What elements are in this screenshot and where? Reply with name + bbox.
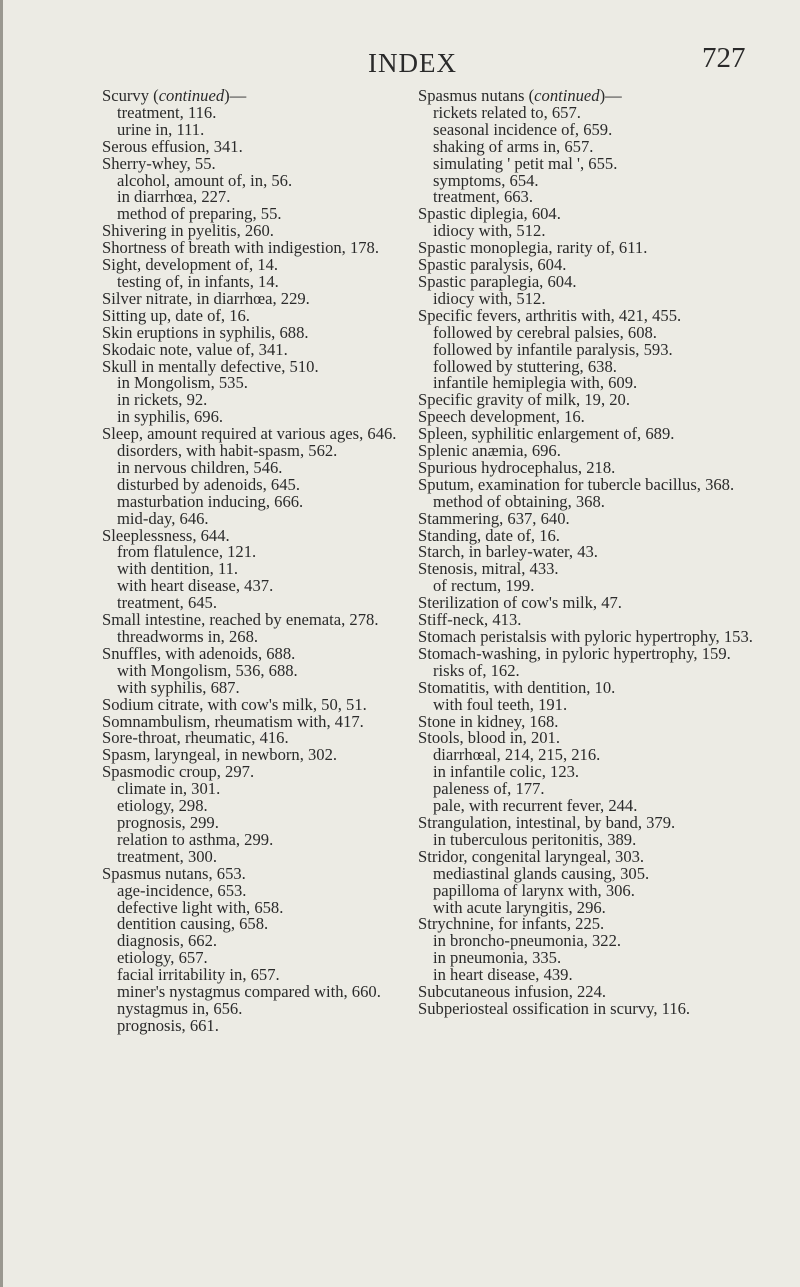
- index-entry: Stools, blood in, 201.: [418, 728, 560, 748]
- index-entry: Subperiosteal ossification in scurvy, 116.: [418, 998, 691, 1018]
- index-subentry: papilloma of larynx with, 306.: [433, 880, 635, 900]
- index-entry: Stone in kidney, 168.: [418, 711, 559, 731]
- index-subentry: etiology, 298.: [117, 796, 208, 816]
- index-subentry: in heart disease, 439.: [433, 965, 573, 985]
- index-subentry: treatment, 645.: [117, 593, 217, 613]
- index-subentry: in rickets, 92.: [117, 390, 208, 410]
- index-subentry: urine in, 111.: [117, 119, 205, 139]
- index-entry: Spasmodic croup, 297.: [102, 762, 255, 782]
- index-subentry: facial irritability in, 657.: [117, 965, 280, 985]
- index-subentry: pale, with recurrent fever, 244.: [433, 796, 638, 816]
- index-subentry: seasonal incidence of, 659.: [433, 119, 613, 139]
- index-subentry: method of obtaining, 368.: [433, 491, 605, 511]
- index-subentry: in Mongolism, 535.: [117, 373, 248, 393]
- index-entry: Sherry-whey, 55.: [102, 153, 216, 173]
- index-subentry: relation to asthma, 299.: [117, 829, 274, 849]
- index-subentry: simulating ' petit mal ', 655.: [433, 153, 618, 173]
- index-entry: Strychnine, for infants, 225.: [418, 914, 605, 934]
- index-subentry: age-incidence, 653.: [117, 880, 247, 900]
- page-number: 727: [702, 42, 746, 74]
- index-entry: Standing, date of, 16.: [418, 525, 560, 545]
- index-subentry: of rectum, 199.: [433, 576, 535, 596]
- running-title: INDEX: [368, 48, 457, 78]
- index-subentry: mediastinal glands causing, 305.: [433, 863, 650, 883]
- index-subentry: in infantile colic, 123.: [433, 762, 580, 782]
- index-entry: Spurious hydrocephalus, 218.: [418, 457, 616, 477]
- index-entry: Sight, development of, 14.: [102, 255, 279, 275]
- index-subentry: diarrhœal, 214, 215, 216.: [433, 745, 601, 765]
- index-column-right: [418, 88, 753, 1018]
- index-subentry: method of preparing, 55.: [117, 204, 282, 224]
- index-subentry: masturbation inducing, 666.: [117, 491, 304, 511]
- index-subentry: infantile hemiplegia with, 609.: [433, 373, 638, 393]
- index-subentry: in syphilis, 696.: [117, 407, 224, 427]
- index-subentry: treatment, 116.: [117, 102, 217, 122]
- index-subentry: shaking of arms in, 657.: [433, 136, 594, 156]
- index-subentry: with Mongolism, 536, 688.: [117, 660, 298, 680]
- index-entry: Stenosis, mitral, 433.: [418, 559, 559, 579]
- index-entry: Starch, in barley-water, 43.: [418, 542, 598, 562]
- index-entry: Silver nitrate, in diarrhœa, 229.: [102, 288, 310, 308]
- index-subentry: with syphilis, 687.: [117, 677, 240, 697]
- index-subentry: in tuberculous peritonitis, 389.: [433, 829, 637, 849]
- page-header: [0, 40, 800, 84]
- index-subentry: diagnosis, 662.: [117, 931, 218, 951]
- index-entry: Shortness of breath with indigestion, 178.: [102, 238, 379, 258]
- index-entry: Spasm, laryngeal, in newborn, 302.: [102, 745, 338, 765]
- index-entry: Skodaic note, value of, 341.: [102, 339, 288, 359]
- index-subentry: risks of, 162.: [433, 660, 520, 680]
- index-entry: Speech development, 16.: [418, 407, 585, 427]
- index-entry: Sore-throat, rheumatic, 416.: [102, 728, 289, 748]
- index-subentry: etiology, 657.: [117, 948, 208, 968]
- index-subentry: followed by cerebral palsies, 608.: [433, 322, 657, 342]
- index-subentry: treatment, 300.: [117, 846, 217, 866]
- index-column-left: [102, 88, 447, 1035]
- index-entry: Splenic anæmia, 696.: [418, 441, 561, 461]
- index-subentry: with acute laryngitis, 296.: [433, 897, 606, 917]
- index-entry: Sterilization of cow's milk, 47.: [418, 593, 622, 613]
- index-entry: Somnambulism, rheumatism with, 417.: [102, 711, 364, 731]
- index-entry: Strangulation, intestinal, by band, 379.: [418, 812, 676, 832]
- index-subentry: mid-day, 646.: [117, 508, 209, 528]
- index-subentry: followed by infantile paralysis, 593.: [433, 339, 673, 359]
- index-subentry: dentition causing, 658.: [117, 914, 269, 934]
- index-subentry: rickets related to, 657.: [433, 102, 581, 122]
- index-subentry: treatment, 663.: [433, 187, 533, 207]
- index-entry: Spleen, syphilitic enlargement of, 689.: [418, 424, 675, 444]
- index-subentry: alcohol, amount of, in, 56.: [117, 170, 293, 190]
- index-entry: Stridor, congenital laryngeal, 303.: [418, 846, 645, 866]
- index-entry: Stomach peristalsis with pyloric hypertrophy, 153.: [418, 627, 753, 646]
- index-entry: Spasmus nutans (continued)—: [418, 86, 622, 105]
- index-entry: Stiff-neck, 413.: [418, 610, 522, 630]
- index-subentry: with heart disease, 437.: [117, 576, 274, 596]
- index-entry: Skin eruptions in syphilis, 688.: [102, 322, 309, 342]
- index-entry: Specific fevers, arthritis with, 421, 455.: [418, 305, 682, 325]
- index-subentry: idiocy with, 512.: [433, 221, 546, 241]
- index-subentry: prognosis, 661.: [117, 1015, 219, 1035]
- index-subentry: paleness of, 177.: [433, 779, 545, 799]
- index-entry: Sleeplessness, 644.: [102, 525, 230, 545]
- index-subentry: threadworms in, 268.: [117, 627, 259, 646]
- index-entry: Shivering in pyelitis, 260.: [102, 221, 274, 241]
- index-entry: Sodium citrate, with cow's milk, 50, 51.: [102, 694, 367, 714]
- index-subentry: miner's nystagmus compared with, 660.: [117, 982, 381, 1002]
- index-subentry: disorders, with habit-spasm, 562.: [117, 441, 338, 461]
- index-entry: Stomach-washing, in pyloric hypertrophy, 159.: [418, 643, 731, 663]
- index-subentry: with foul teeth, 191.: [433, 694, 568, 714]
- index-subentry: climate in, 301.: [117, 779, 221, 799]
- index-subentry: in nervous children, 546.: [117, 457, 283, 477]
- index-subentry: in pneumonia, 335.: [433, 948, 562, 968]
- index-subentry: with dentition, 11.: [117, 559, 239, 579]
- index-subentry: prognosis, 299.: [117, 812, 219, 832]
- index-entry: Sputum, examination for tubercle bacillus, 368.: [418, 474, 735, 494]
- index-subentry: nystagmus in, 656.: [117, 998, 243, 1018]
- index-entry: Snuffles, with adenoids, 688.: [102, 643, 296, 663]
- index-entry: Subcutaneous infusion, 224.: [418, 982, 607, 1002]
- index-subentry: followed by stuttering, 638.: [433, 356, 617, 376]
- index-entry: Sitting up, date of, 16.: [102, 305, 250, 325]
- index-subentry: in broncho-pneumonia, 322.: [433, 931, 622, 951]
- index-entry: Sleep, amount required at various ages, 646.: [102, 424, 397, 444]
- index-entry: Spasmus nutans, 653.: [102, 863, 246, 883]
- index-entry: Spastic monoplegia, rarity of, 611.: [418, 238, 648, 258]
- index-subentry: symptoms, 654.: [433, 170, 539, 190]
- index-subentry: testing of, in infants, 14.: [117, 271, 279, 291]
- index-entry: Specific gravity of milk, 19, 20.: [418, 390, 630, 410]
- index-entry: Skull in mentally defective, 510.: [102, 356, 319, 376]
- index-entry: Stomatitis, with dentition, 10.: [418, 677, 616, 697]
- index-subentry: idiocy with, 512.: [433, 288, 546, 308]
- index-subentry: from flatulence, 121.: [117, 542, 257, 562]
- index-subentry: in diarrhœa, 227.: [117, 187, 231, 207]
- index-subentry: defective light with, 658.: [117, 897, 284, 917]
- index-entry: Spastic diplegia, 604.: [418, 204, 561, 224]
- index-entry: Serous effusion, 341.: [102, 136, 243, 156]
- index-entry: Spastic paraplegia, 604.: [418, 271, 577, 291]
- index-subentry: disturbed by adenoids, 645.: [117, 474, 300, 494]
- index-entry: Spastic paralysis, 604.: [418, 255, 567, 275]
- index-entry: Scurvy (continued)—: [102, 86, 247, 105]
- page-edge: [0, 0, 3, 1287]
- index-entry: Small intestine, reached by enemata, 278.: [102, 610, 379, 630]
- index-entry: Stammering, 637, 640.: [418, 508, 570, 528]
